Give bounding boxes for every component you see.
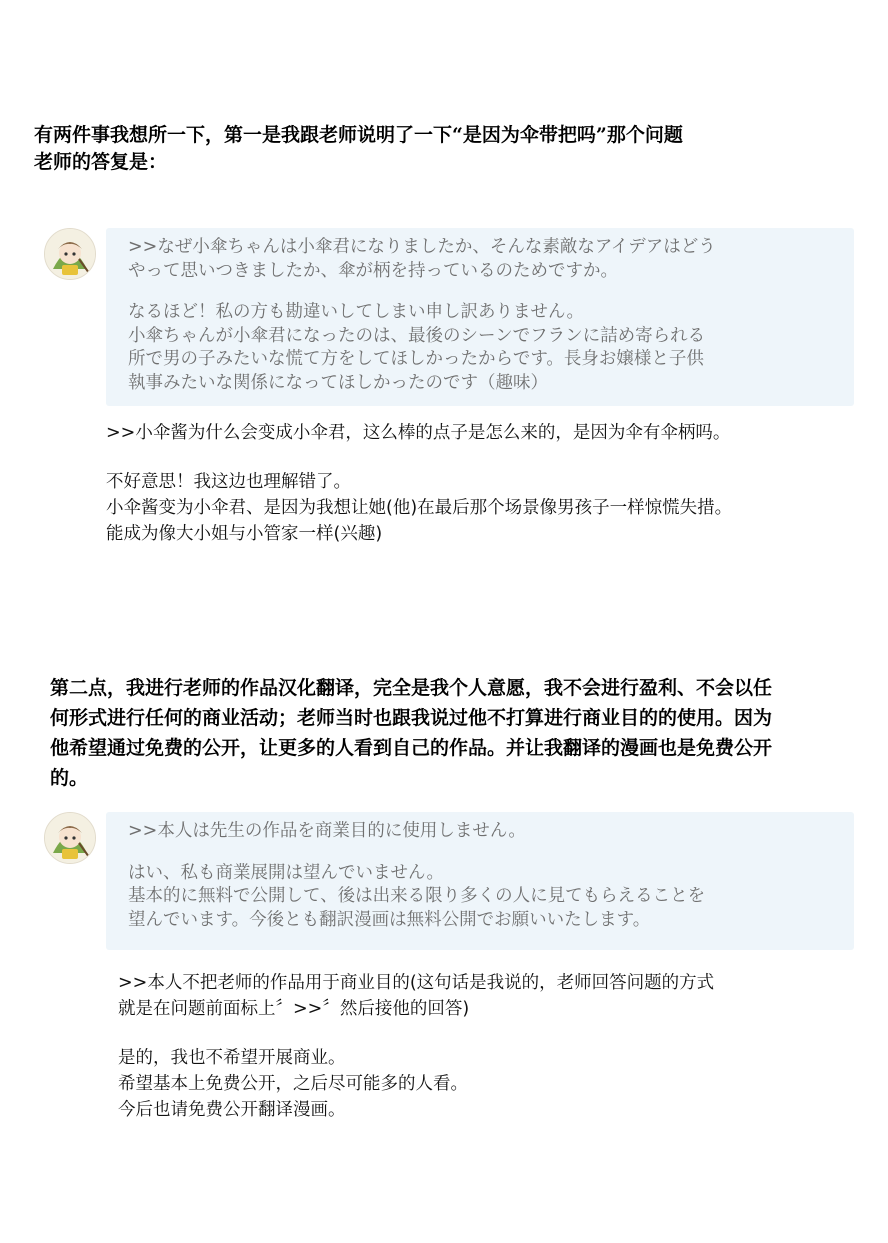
translation-1-line: >>小伞酱为什么会变成小伞君，这么棒的点子是怎么来的，是因为伞有伞柄吗。 <box>106 423 731 443</box>
intro-line-1: 有两件事我想所一下，第一是我跟老师说明了一下“是因为伞带把吗”那个问题 <box>34 124 683 146</box>
bubble-1-question <box>128 236 832 283</box>
translation-2-line: 今后也请免费公开翻译漫画。 <box>118 1100 346 1120</box>
bubble-2-line: はい、私も商業展開は望んでいません。 <box>128 862 445 883</box>
message-bubble-1 <box>106 228 854 406</box>
point-2-line: 第二点，我进行老师的作品汉化翻译，完全是我个人意愿，我不会进行盈利、不会以任 <box>50 677 773 699</box>
bubble-2-line: 基本的に無料で公開して、後は出来る限り多くの人に見てもらえることを <box>128 886 706 906</box>
bubble-1-line: >>なぜ小傘ちゃんは小傘君になりましたか、そんな素敵なアイデアはどう <box>128 237 716 257</box>
bubble-1-line: やって思いつきましたか、傘が柄を持っているのためですか。 <box>128 260 618 281</box>
translation-2-line: 是的，我也不希望开展商业。 <box>118 1048 346 1068</box>
point-2-line: 的。 <box>50 767 89 789</box>
bubble-1-line: 小傘ちゃんが小傘君になったのは、最後のシーンでフランに詰め寄られる <box>128 325 706 346</box>
translation-1-line: 不好意思！我这边也理解错了。 <box>106 472 351 492</box>
translation-1-line: 小伞酱变为小伞君、是因为我想让她(他)在最后那个场景像男孩子一样惊慌失措。 <box>106 498 733 518</box>
bubble-2-answer <box>128 862 832 933</box>
bubble-2-line: 望んでいます。今後とも翻訳漫画は無料公開でお願いいたします。 <box>128 909 651 930</box>
translation-1 <box>106 420 732 547</box>
bubble-1-line: なるほど！私の方も勘違いしてしまい申し訳ありません。 <box>128 302 585 322</box>
bubble-1-answer <box>128 301 832 395</box>
intro-line-2: 老师的答复是： <box>34 151 168 173</box>
bubble-1-line: 執事みたいな関係になってほしかったのです（趣味） <box>128 372 548 393</box>
character-avatar-icon <box>44 812 96 864</box>
translation-2-line: 希望基本上免费公开，之后尽可能多的人看。 <box>118 1074 468 1094</box>
translation-2-line: 就是在问题前面标上〞>>〞然后接他的回答) <box>118 999 470 1019</box>
point-2-line: 何形式进行任何的商业活动；老师当时也跟我说过他不打算进行商业目的的使用。因为 <box>50 707 773 729</box>
bubble-1-line: 所で男の子みたいな慌て方をしてほしかったからです。長身お嬢様と子供 <box>128 349 704 369</box>
character-avatar-icon <box>44 228 96 280</box>
translation-2-line: >>本人不把老师的作品用于商业目的(这句话是我说的，老师回答问题的方式 <box>118 973 715 993</box>
bubble-2-line: >>本人は先生の作品を商業目的に使用しません。 <box>128 821 526 841</box>
bubble-2-question <box>128 820 832 844</box>
point-2-heading <box>50 673 772 793</box>
translation-1-line: 能成为像大小姐与小管家一样(兴趣) <box>106 524 383 544</box>
point-2-line: 他希望通过免费的公开，让更多的人看到自己的作品。并让我翻译的漫画也是免费公开 <box>50 737 773 759</box>
intro-heading <box>34 122 683 176</box>
translation-2 <box>118 970 714 1123</box>
message-bubble-2 <box>106 812 854 950</box>
